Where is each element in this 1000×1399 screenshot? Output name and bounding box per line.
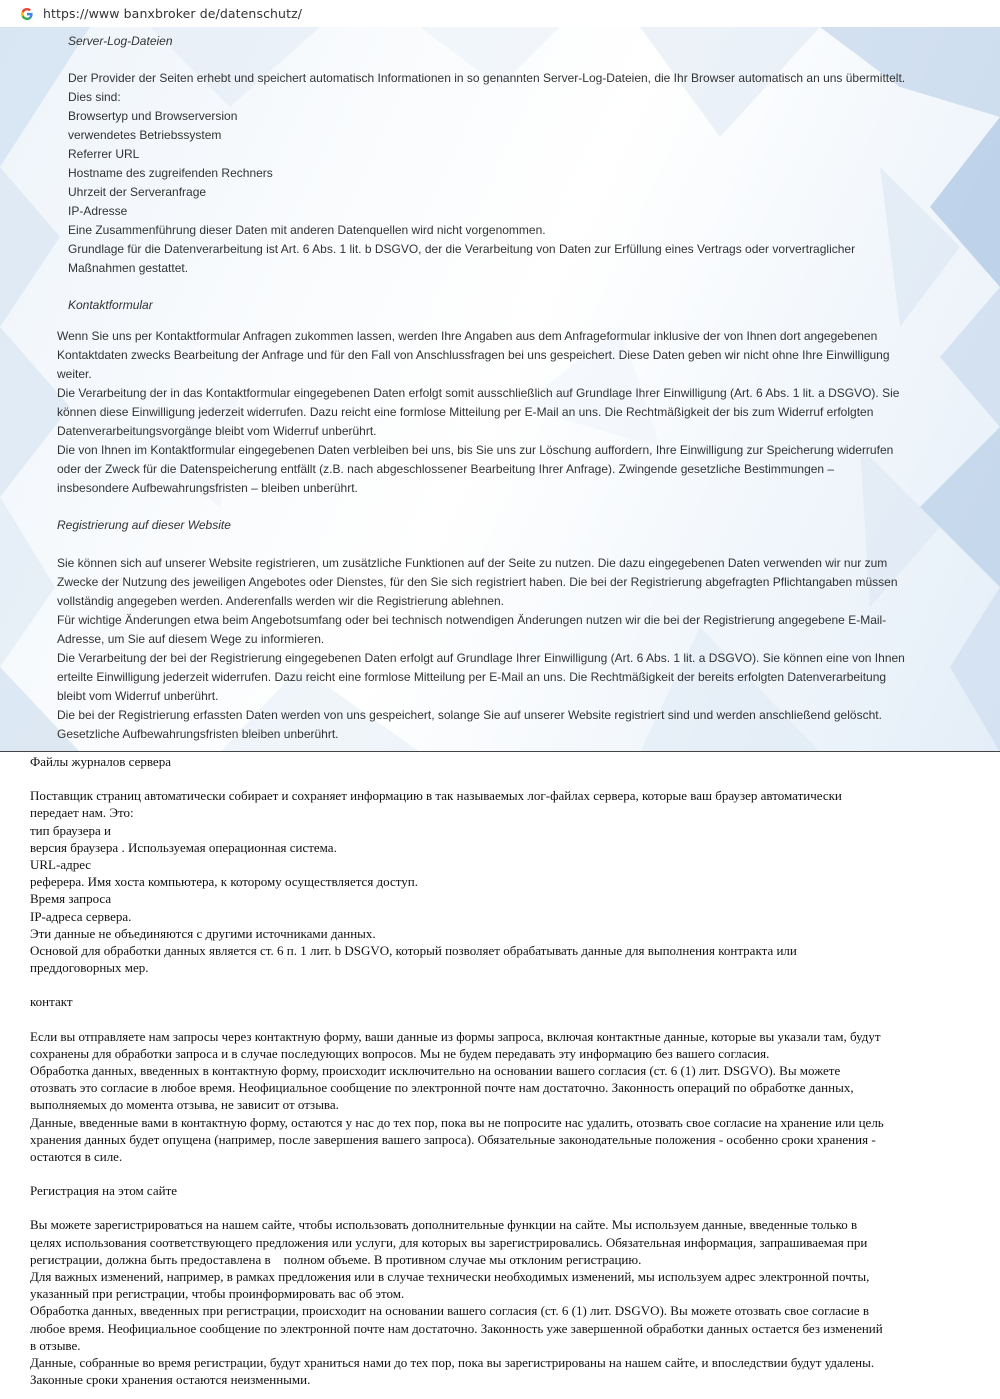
paragraph-line: тип браузера и [30,822,111,838]
paragraph-line: Der Provider der Seiten erhebt und speichert automatisch Informationen in so genannten Server-Log-Dateien, die Ihr Browser automatisch an uns übermittelt. [68,71,906,85]
paragraph-line: Die Verarbeitung der bei der Registrierung eingegebenen Daten erfolgt auf Grundlage Ihrer Einwilligung (Art. 6 Abs. 1 lit. a DSGVO). Sie können eine von Ihnen [57,651,905,665]
paragraph-line: URL-адрес [30,857,92,873]
contact-form-block [57,327,967,744]
paragraph-line: Основой для обработки данных является ст. 6 п. 1 лит. b DSGVO, который позволяет обрабатывать данные для выполнения контракта или [30,943,797,959]
paragraph-line: сохранены для обработки запроса и в случае последующих вопросов. Мы не будем передавать эту информацию без вашего согласия. [30,1045,770,1061]
paragraph-line: хранения данных будет опущена (например, после завершения вашего запроса). Обязательные законодательные положения - особенно сроки хранения - [30,1131,876,1147]
google-g-icon [19,6,35,22]
section-heading-log-files: Файлы журналов сервера [30,754,171,769]
paragraph-line: können diese Einwilligung jederzeit widerrufen. Dazu reicht eine formlose Mitteilung per E-Mail an uns. Die Rechtmäßigkeit der bis zum Widerruf erfolgten [57,405,874,419]
paragraph-line: реферера. Имя хоста компьютера, к которому осуществляется доступ. [30,874,418,890]
paragraph-line: Данные, введенные вами в контактную форму, остаются у нас до тех пор, пока вы не попросите нас удалить, отозвать свое согласие на хранение или цель [30,1114,884,1130]
paragraph-line: выполняемых до момента отзыва, не зависит от отзыва. [30,1097,339,1113]
paragraph-line: преддоговорных мер. [30,960,149,976]
russian-translation-section [30,753,980,1389]
paragraph-line: Kontaktdaten zwecks Bearbeitung der Anfrage und für den Fall von Anschlussfragen bei uns gespeichert. Diese Daten geben wir nicht ohne Ihre Einwilligung [57,348,890,362]
paragraph-line: insbesondere Aufbewahrungsfristen – bleiben unberührt. [57,481,358,495]
paragraph-line: Wenn Sie uns per Kontaktformular Anfragen zukommen lassen, werden Ihre Angaben aus dem Anfrageformular inklusive der von Ihnen dort angegebenen [57,329,878,343]
paragraph-line: Поставщик страниц автоматически собирает и сохраняет информацию в так называемых лог-файлах сервера, которые ваш браузер автоматически [30,788,842,804]
paragraph-line: целях использования соответствующего предложения или услуги, для которых вы зарегистрировались. Обязательная информация, запрашиваемая при [30,1234,868,1250]
paragraph-line: Данные, собранные во время регистрации, будут храниться нами до тех пор, пока вы зарегистрированы на нашем сайте, и впоследствии будут удалены. [30,1355,875,1371]
paragraph-line: отозвать это согласие в любое время. Неофициальное сообщение по электронной почте нам достаточно. Законность операций по обработке данных, [30,1080,854,1096]
paragraph-line: Adresse, um Sie auf diesem Wege zu informieren. [57,632,325,646]
paragraph-line: Обработка данных, введенных при регистрации, происходит на основании вашего согласия (ст. 6 (1) лит. DSGVO). Вы можете отозвать свое согласие в [30,1303,869,1319]
paragraph-line: Если вы отправляете нам запросы через контактную форму, ваши данные из формы запроса, включая контактные данные, которые вы указали там, будут [30,1028,881,1044]
server-log-block [68,32,968,315]
paragraph-line: передает нам. Это: [30,805,134,821]
paragraph-line: Zwecke der Nutzung des jeweiligen Angebotes oder Dienstes, für den Sie sich registriert haben. Die bei der Registrierung abgefragten Pflichtangaben müssen [57,575,898,589]
paragraph-line: Gesetzliche Aufbewahrungsfristen bleiben unberührt. [57,727,339,741]
paragraph-line: любое время. Неофициальное сообщение по электронной почте нам достаточно. Законность уже завершенной обработки данных остается без изменений [30,1320,883,1336]
section-heading-registrierung: Registrierung auf dieser Website [57,518,231,532]
section-divider [0,751,1000,752]
paragraph-line: Die Verarbeitung der in das Kontaktformular eingegebenen Daten erfolgt somit ausschließlich auf Grundlage Ihrer Einwilligung (Art. 6 Abs. 1 lit. a DSGVO). Sie [57,386,900,400]
paragraph-line: версия браузера . Используемая операционная система. [30,839,337,855]
paragraph-line: IP-адреса сервера. [30,908,132,924]
section-heading-server-log: Server-Log-Dateien [68,34,173,48]
list-item: Hostname des zugreifenden Rechners [68,166,273,180]
paragraph-line: в отзыве. [30,1337,81,1353]
paragraph-line: регистрации, должна быть предоставлена в полном объеме. В противном случае мы отклоним регистрацию. [30,1251,642,1267]
paragraph-line: erteilte Einwilligung jederzeit widerrufen. Dazu reicht eine formlose Mitteilung per E-Mail an uns. Die Rechtmäßigkeit der bereits erfolgten Datenverarbeitung [57,670,887,684]
paragraph-line: Grundlage für die Datenverarbeitung ist Art. 6 Abs. 1 lit. b DSGVO, der die Verarbeitung von Daten zur Erfüllung eines Vertrags oder vorvertraglicher [68,242,856,256]
paragraph-line: Die bei der Registrierung erfassten Daten werden von uns gespeichert, solange Sie auf unserer Website registriert sind und werden anschließend gelöscht. [57,708,882,722]
paragraph-line: Datenverarbeitungsvorgänge bleibt vom Widerruf unberührt. [57,424,377,438]
paragraph-line: остаются в силе. [30,1149,123,1165]
list-item: verwendetes Betriebssystem [68,128,222,142]
paragraph-line: Вы можете зарегистрироваться на нашем сайте, чтобы использовать дополнительные функции на сайте. Мы используем данные, введенные только в [30,1217,858,1233]
url-text[interactable]: https://www banxbroker de/datenschutz/ [43,6,303,21]
paragraph-line: указанный при регистрации, чтобы проинформировать вас об этом. [30,1286,405,1302]
paragraph-line: Обработка данных, введенных в контактную форму, происходит исключительно на основании вашего согласия (ст. 6 (1) лит. DSGVO). Вы можете [30,1063,841,1079]
paragraph-line: Эти данные не объединяются с другими источниками данных. [30,925,376,941]
paragraph-line: Sie können sich auf unserer Website registrieren, um zusätzliche Funktionen auf der Seite zu nutzen. Die dazu eingegebenen Daten verwenden wir nur zum [57,556,888,570]
address-bar[interactable] [0,0,1000,28]
paragraph-line: Dies sind: [68,90,121,104]
section-heading-contact: контакт [30,994,73,1010]
paragraph-line: Für wichtige Änderungen etwa beim Angebotsumfang oder bei technisch notwendigen Änderungen nutzen wir die bei der Registrierung angegebene E-Mail- [57,613,887,627]
paragraph-line: Законные сроки хранения остаются неизменными. [30,1372,311,1388]
paragraph-line: oder der Zweck für die Datenspeicherung entfällt (z.B. nach abgeschlossener Bearbeitung Ihrer Anfrage). Zwingende gesetzliche Bestimmungen – [57,462,835,476]
list-item: Referrer URL [68,147,140,161]
german-privacy-section [0,27,1000,752]
paragraph-line: Время запроса [30,891,112,907]
section-heading-kontaktformular: Kontaktformular [68,298,153,312]
paragraph-line: Для важных изменений, например, в рамках предложения или в случае технически необходимых изменений, мы используем адрес электронной почты, [30,1269,870,1285]
list-item: Browsertyp und Browserversion [68,109,238,123]
paragraph-line: vollständig angegeben werden. Anderenfalls werden wir die Registrierung ablehnen. [57,594,504,608]
paragraph-line: Die von Ihnen im Kontaktformular eingegebenen Daten verbleiben bei uns, bis Sie uns zur Löschung auffordern, Ihre Einwilligung zur Speicherung widerrufen [57,443,894,457]
list-item: IP-Adresse [68,204,128,218]
paragraph-line: weiter. [57,367,92,381]
paragraph-line: Maßnahmen gestattet. [68,261,189,275]
section-heading-registration: Регистрация на этом сайте [30,1183,178,1199]
list-item: Uhrzeit der Serveranfrage [68,185,207,199]
paragraph-line: bleibt vom Widerruf unberührt. [57,689,219,703]
paragraph-line: Eine Zusammenführung dieser Daten mit anderen Datenquellen wird nicht vorgenommen. [68,223,546,237]
